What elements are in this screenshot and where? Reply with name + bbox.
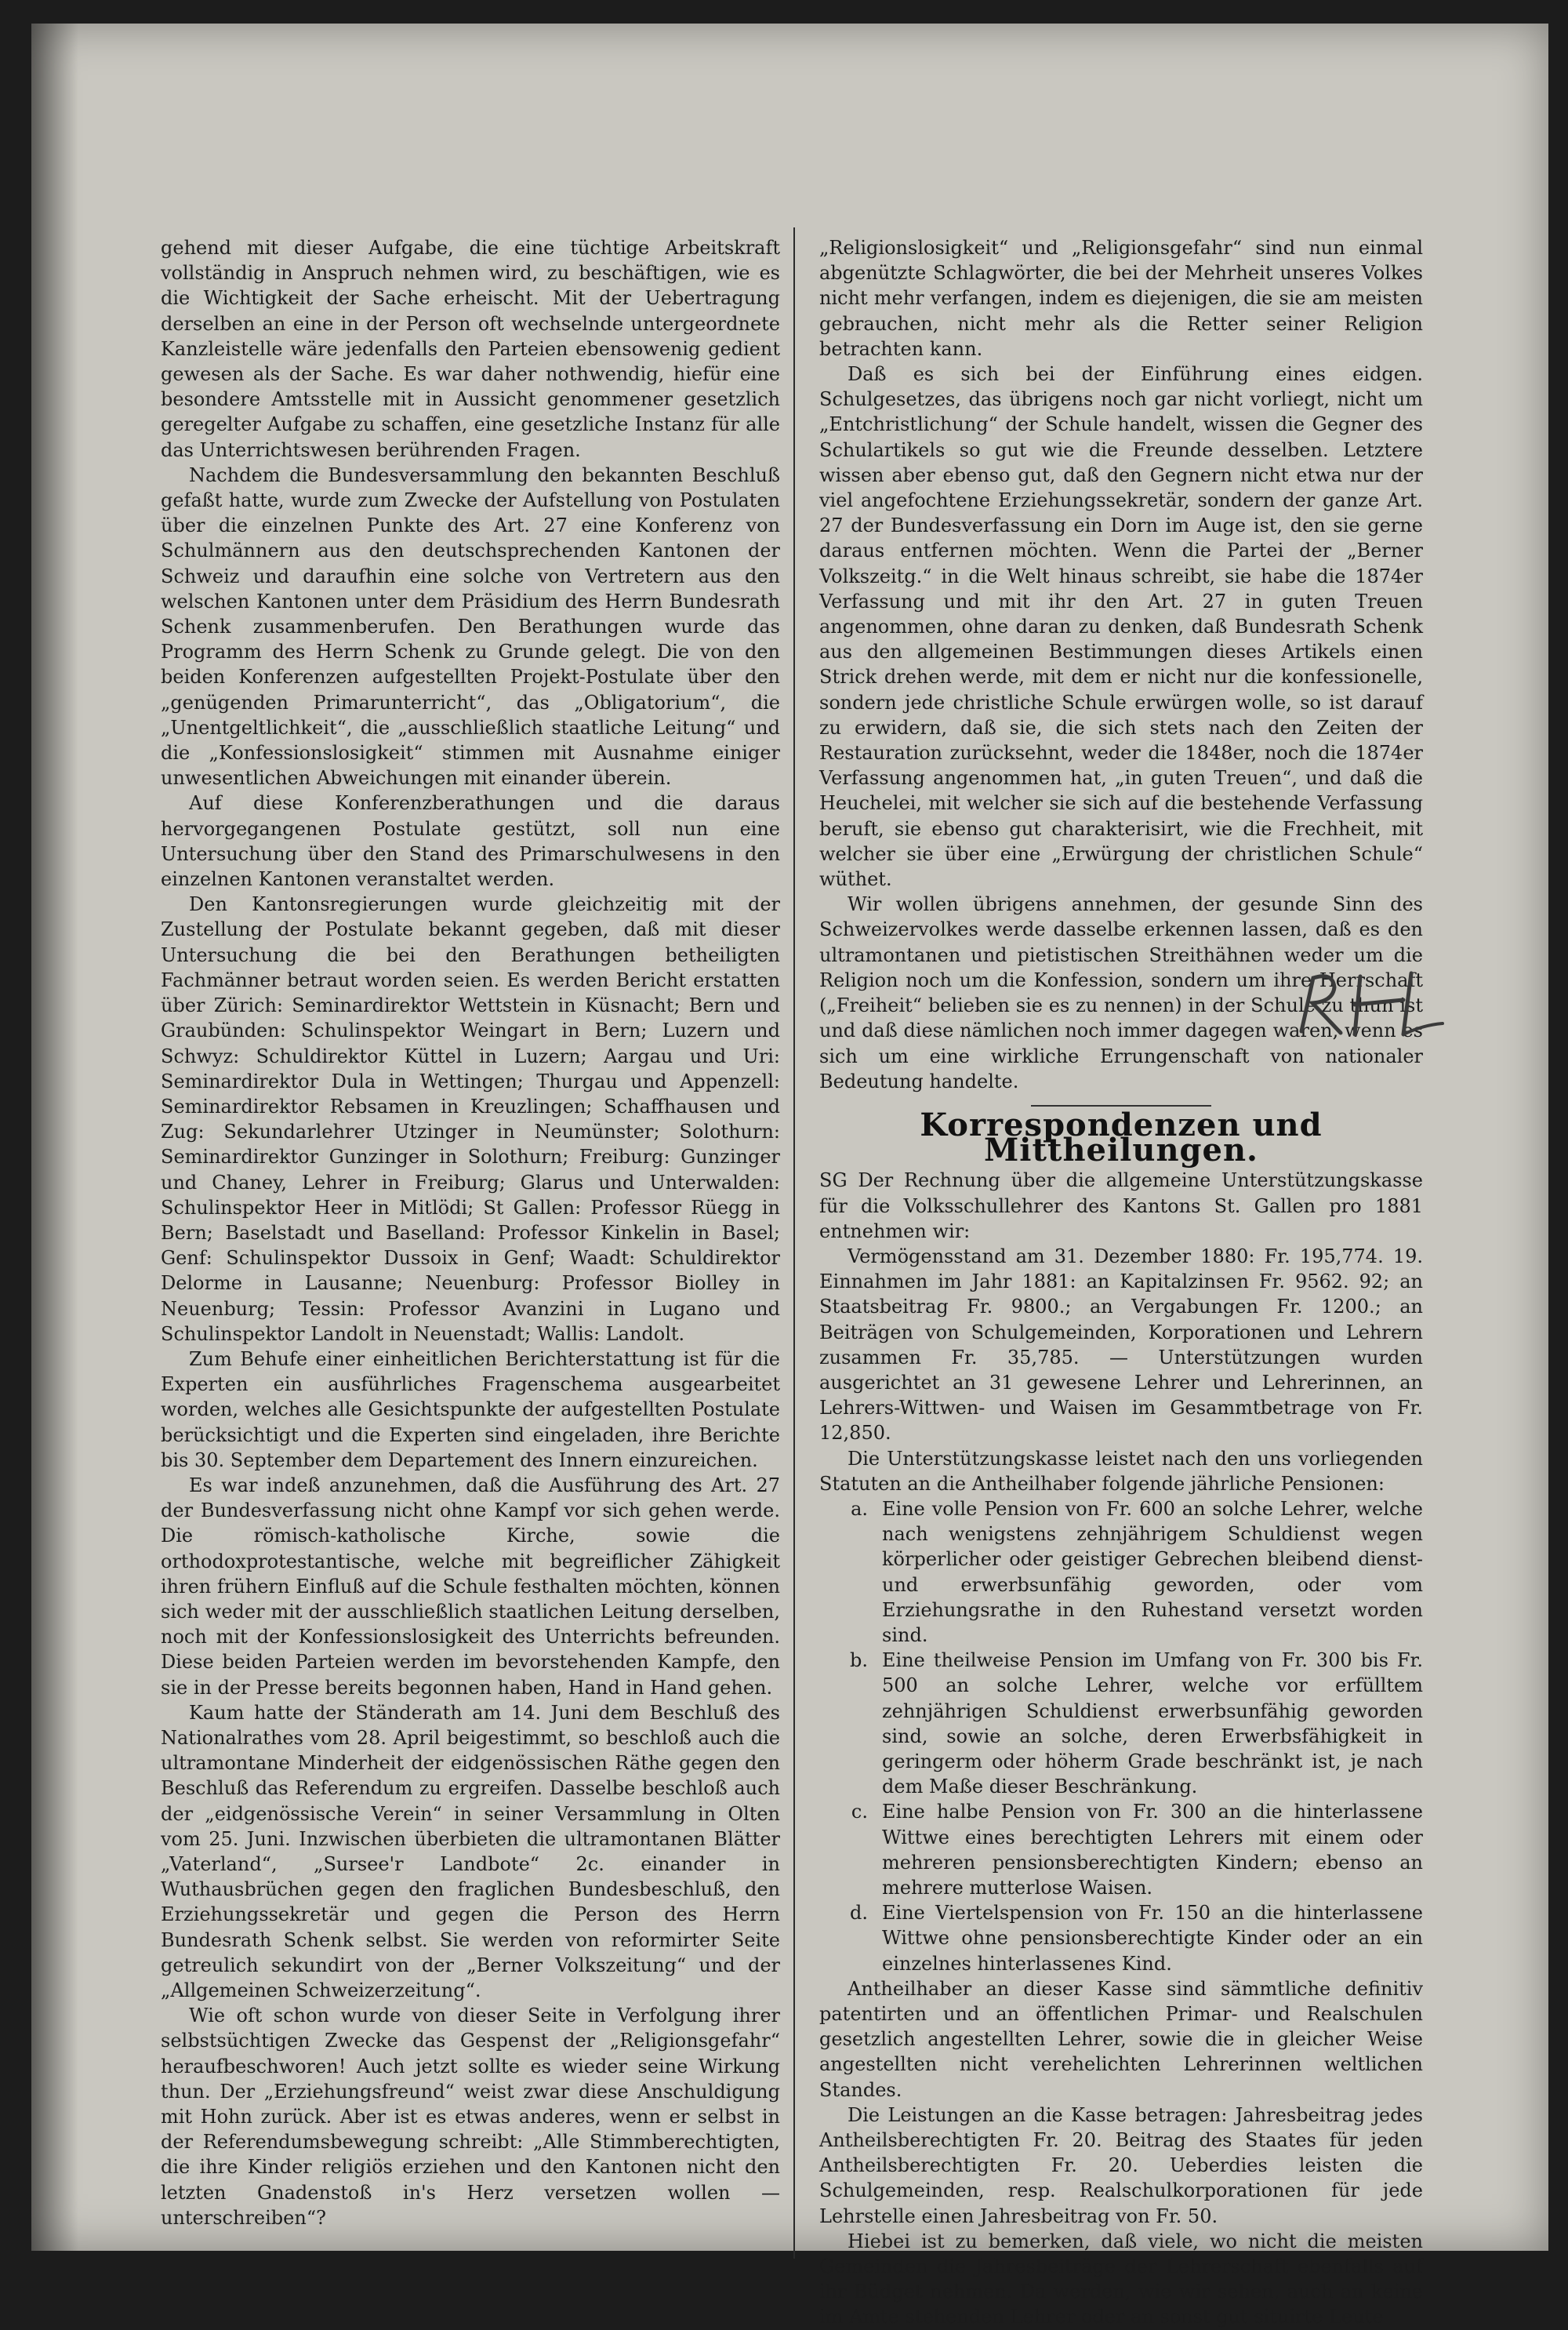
list-item-letter: d. (850, 1902, 868, 1925)
paragraph: „Religionslosigkeit“ und „Religionsgefahr“ sind nun einmal abgenützte Schlagwörter, die bei der Mehrheit unseres Volkes nicht mehr verfangen, indem es diejenigen, die sie am meisten gebrauchen, nicht mehr als die Retter seiner Religion betrachten kann. (819, 237, 1423, 360)
handwritten-initials-mark (1286, 969, 1450, 1039)
paragraph: Die Leistungen an die Kasse betragen: Jahresbeitrag jedes Antheilsberechtigten Fr. 20. Beitrag des Staates für jeden Antheilsberechtigten Fr. 20. Ueberdies leisten die Schulgemeinden, resp. Realschulkorporationen für jede Lehrstelle einen Jahresbeitrag von Fr. 50. (819, 2103, 1423, 2227)
paragraph: Vermögensstand am 31. Dezember 1880: Fr. 195,774. 19. Einnahmen im Jahr 1881: an Kapitalzinsen Fr. 9562. 92; an Staatsbeitrag Fr. 9800.; an Vergabungen Fr. 1200.; an Beiträgen von Schulgemeinden, Korporationen und Lehrern zusammen Fr. 35,785. — Unterstützungen wurden ausgerichtet an 31 gewesene Lehrer und Lehrerinnen, an Lehrers-Wittwen- und Waisen im Gesammtbetrage von Fr. 12,850. (819, 1245, 1423, 1445)
paragraph: Nachdem die Bundesversammlung den bekannten Beschluß gefaßt hatte, wurde zum Zwecke der Aufstellung von Postulaten über die einzelnen Punkte des Art. 27 eine Konferenz von Schulmännern aus den deutschsprechenden Kantonen der Schweiz und daraufhin eine solche von Vertretern aus den welschen Kantonen unter dem Präsidium des Herrn Bundesrath Schenk zusammenberufen. Den Berathungen wurde das Programm des Herrn Schenk zu Grunde gelegt. Die von den beiden Konferenzen aufgestellten Projekt-Postulate über den „genügenden Primarunterricht“, das „Obligatorium“, die „Unentgeltlichkeit“, die „ausschließlich staatliche Leitung“ und die „Konfessionslosigkeit“ stimmen mit Ausnahme einiger unwesentlichen Abweichungen mit einander überein. (161, 463, 780, 790)
right-column (819, 235, 1423, 2330)
list-item-text: Eine Viertelspension von Fr. 150 an die hinterlassene Wittwe ohne pensionsberechtigte Kinder oder an ein einzelnes hinterlassenes Kind. (882, 1902, 1423, 1975)
paragraph: Den Kantonsregierungen wurde gleichzeitig mit der Zustellung der Postulate bekannt gegeben, daß mit dieser Untersuchung die bei den Berathungen betheiligten Fachmänner betraut worden seien. Es werden Bericht erstatten über Zürich: Seminardirektor Wettstein in Küsnacht; Bern und Graubünden: Schulinspektor Weingart in Bern; Luzern und Schwyz: Schuldirektor Küttel in Luzern; Aargau und Uri: Seminardirektor Dula in Wettingen; Thurgau und Appenzell: Seminardirektor Rebsamen in Kreuzlingen; Schaffhausen und Zug: Sekundarlehrer Utzinger in Neumünster; Solothurn: Seminardirektor Gunzinger in Solothurn; Freiburg: Gunzinger und Chaney, Lehrer in Freiburg; Glarus und Unterwalden: Schulinspektor Heer in Mitlödi; St Gallen: Professor Rüegg in Bern; Baselstadt und Baselland: Professor Kinkelin in Basel; Genf: Schulinspektor Dussoix in Genf; Waadt: Schuldirektor Delorme in Lausanne; Neuenburg: Professor Biolley in Neuenburg; Tessin: Professor Avanzini in Lugano und Schulinspektor Landolt in Neuenstadt; Wallis: Landolt. (161, 893, 780, 1345)
list-item-text: Eine theilweise Pension im Umfang von Fr. 300 bis Fr. 500 an solche Lehrer, welche vor erfülltem zehnjährigen Schuldienst erwerbsunfähig geworden sind, sowie an solche, deren Erwerbsfähigkeit in geringerm oder höherm Grade beschränkt ist, je nach dem Maße dieser Beschränkung. (882, 1649, 1423, 1798)
column-divider (793, 227, 795, 2259)
paragraph: Hiebei ist zu bemerken, daß viele, wo nicht die meisten Gemeinden die Jahresbeiträge der Lehrerschaft ebenfalls auf ihr Büdget nehmen. Da werden, wie wir sehen, auch an keine im Amte stehenden Lehrer oder an sonst gut situirte Leute (819, 2230, 1423, 2328)
list-item-text: Eine halbe Pension von Fr. 300 an die hinterlassene Wittwe eines berechtigten Lehrers mit einem oder mehreren pensionsberechtigten Kindern; ebenso an mehrere mutterlose Waisen. (882, 1801, 1423, 1899)
list-item-letter: c. (851, 1801, 868, 1823)
left-column (161, 235, 780, 2230)
list-item (819, 1648, 1423, 1799)
paragraph: Die Unterstützungskasse leistet nach den uns vorliegenden Statuten an die Antheilhaber folgende jährliche Pensionen: (819, 1447, 1423, 1495)
paragraph: Kaum hatte der Ständerath am 14. Juni dem Beschluß des Nationalrathes vom 28. April beigestimmt, so beschloß auch die ultramontane Minderheit der eidgenössischen Räthe gegen den Beschluß das Referendum zu ergreifen. Dasselbe beschloß auch der „eidgenössische Verein“ in seiner Versammlung in Olten vom 25. Juni. Inzwischen überbieten die ultramontanen Blätter „Vaterland“, „Sursee'r Landbote“ 2c. einander in Wuthausbrüchen gegen den fraglichen Bundesbeschluß, den Erziehungssekretär und gegen die Person des Herrn Bundesrath Schenk selbst. Sie werden von reformirter Seite getreulich sekundirt von der „Berner Volkszeitung“ und der „Allgemeinen Schweizerzeitung“. (161, 1701, 780, 2002)
list-item (819, 1799, 1423, 1900)
paragraph: Zum Behufe einer einheitlichen Berichterstattung ist für die Experten ein ausführliches Fragenschema ausgearbeitet worden, welches alle Gesichtspunkte der aufgestellten Postulate berücksichtigt und die Experten sind eingeladen, ihre Berichte bis 30. September dem Departement des Innern einzureichen. (161, 1347, 780, 1471)
paragraph: Wir wollen übrigens annehmen, der gesunde Sinn des Schweizervolkes werde dasselbe erkennen lassen, daß es den ultramontanen und pietistischen Streithähnen weder um die Religion noch um die Konfession, sondern um ihre Herrschaft („Freiheit“ belieben sie es zu nennen) in der Schule zu thun ist und daß diese nämlichen noch immer dagegen waren, wenn es sich um eine wirkliche Errungenschaft von nationaler Bedeutung handelte. (819, 893, 1423, 1092)
list-item-text: Eine volle Pension von Fr. 600 an solche Lehrer, welche nach wenigstens zehnjährigem Schuldienst wegen körperlicher oder geistiger Gebrechen bleibend dienst- und erwerbsunfähig geworden, oder vom Erziehungsrathe in den Ruhestand versetzt worden sind. (882, 1497, 1423, 1646)
paragraph: Es war indeß anzunehmen, daß die Ausführung des Art. 27 der Bundesverfassung nicht ohne Kampf vor sich gehen werde. Die römisch-katholische Kirche, sowie die orthodoxprotestantische, welche mit begreiflicher Zähigkeit ihren frühern Einfluß auf die Schule festhalten möchten, können sich weder mit der ausschließlich staatlichen Leitung derselben, noch mit der Konfessionslosigkeit des Unterrichts befreunden. Diese beiden Parteien werden im bevorstehenden Kampfe, den sie in der Presse bereits begonnen haben, Hand in Hand gehen. (161, 1474, 780, 1699)
paragraph: Antheilhaber an dieser Kasse sind sämmtliche definitiv patentirten und an öffentlichen Primar- und Realschulen gesetzlich angestellten Lehrer, sowie die in gleicher Weise angestellten nicht verehelichten Lehrerinnen weltlichen Standes. (819, 1977, 1423, 2101)
list-item (819, 1900, 1423, 1976)
list-item (819, 1496, 1423, 1648)
paragraph: SG Der Rechnung über die allgemeine Unterstützungskasse für die Volksschullehrer des Kantons St. Gallen pro 1881 entnehmen wir: (819, 1169, 1423, 1242)
paragraph: Daß es sich bei der Einführung eines eidgen. Schulgesetzes, das übrigens noch gar nicht vorliegt, nicht um „Entchristlichung“ der Schule handelt, wissen die Gegner des Schulartikels so gut wie die Freunde desselben. Letztere wissen aber ebenso gut, daß den Gegnern nicht etwa nur der viel angefochtene Erziehungssekretär, sondern der ganze Art. 27 der Bundesverfassung ein Dorn im Auge ist, den sie gerne daraus entfernen möchten. Wenn die Partei der „Berner Volkszeitg.“ in die Welt hinaus schreibt, sie habe die 1874er Verfassung und mit ihr den Art. 27 in guten Treuen angenommen, ohne daran zu denken, daß Bundesrath Schenk aus den allgemeinen Bestimmungen dieses Artikels einen Strick drehen werde, mit dem er nicht nur die konfessionelle, sondern jede christliche Schule erwürgen wolle, so ist darauf zu erwidern, daß sie, die sich stets nach den Zeiten der Restauration zurücksehnt, weder die 1848er, noch die 1874er Verfassung angenommen hat, „in guten Treuen“, und daß die Heuchelei, mit welcher sie sich auf die bestehende Verfassung beruft, sie ebenso gut charakterisirt, wie die Frechheit, mit welcher sie über eine „Erwürgung der christlichen Schule“ wüthet. (819, 363, 1423, 891)
paragraph: Auf diese Konferenzberathungen und die daraus hervorgegangenen Postulate gestützt, soll nun eine Untersuchung über den Stand des Primarschulwesens in den einzelnen Kantonen veranstaltet werden. (161, 792, 780, 891)
paragraph: Wie oft schon wurde von dieser Seite in Verfolgung ihrer selbstsüchtigen Zwecke das Gespenst der „Religionsgefahr“ heraufbeschworen! Auch jetzt sollte es wieder seine Wirkung thun. Der „Erziehungsfreund“ weist zwar diese Anschuldigung mit Hohn zurück. Aber ist es etwas anderes, wenn er selbst in der Referendumsbewegung schreibt: „Alle Stimmberechtigten, die ihre Kinder religiös erziehen und den Kantonen nicht den letzten Gnadenstoß in's Herz versetzen wollen — unterschreiben“? (161, 2005, 780, 2229)
list-item-letter: a. (851, 1497, 868, 1520)
section-heading: Korrespondenzen und Mittheilungen. (920, 1106, 1323, 1169)
list-item-letter: b. (850, 1649, 868, 1672)
paragraph: gehend mit dieser Aufgabe, die eine tüchtige Arbeitskraft vollständig in Anspruch nehmen wird, zu beschäftigen, wie es die Wichtigkeit der Sache erheischt. Mit der Uebertragung derselben an eine in der Person oft wechselnde untergeordnete Kanzleistelle wäre jedenfalls den Parteien ebensowenig gedient gewesen als der Sache. Es war daher nothwendig, hiefür eine besondere Amtsstelle mit in Aussicht genommener gesetzlich geregelter Aufgabe zu schaffen, eine gesetzliche Instanz für alle das Unterrichtswesen berührenden Fragen. (161, 237, 780, 461)
page-fold-shadow (31, 24, 78, 2251)
pension-list (819, 1496, 1423, 1976)
